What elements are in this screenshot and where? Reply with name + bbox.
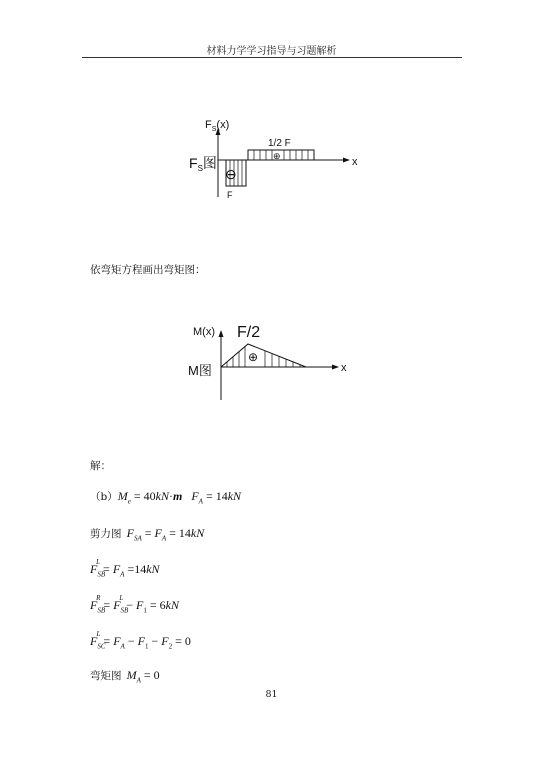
moment-intro-text: 依弯矩方程画出弯矩图： (90, 264, 206, 276)
equation-prefix: 弯矩图 (90, 670, 122, 682)
equation-prefix: 剪力图 (90, 528, 122, 540)
equation-math: $M_A = 0$ (126, 668, 160, 685)
equation-math: $F_{SB}^R = F_{SB}^L - F_1 = 6kN$ (90, 594, 179, 615)
equation-line-shear-a (90, 522, 204, 542)
moment-y-arrow (219, 330, 224, 337)
shear-axis-label: $F_S(x)$ (205, 119, 230, 133)
equation-line-moment-a (90, 664, 160, 684)
shear-negative-value-label: F (227, 190, 233, 200)
equation-line-shear-b-left (90, 558, 160, 578)
moment-diagram-label: M图 (188, 363, 212, 378)
shear-x-label: x (352, 156, 358, 168)
equation-prefix: （b） (90, 491, 118, 503)
shear-positive-value-label: 1/2 F (268, 138, 291, 149)
moment-x-arrow (332, 365, 339, 370)
equation-line-b (90, 485, 241, 505)
page-number: 81 (265, 689, 278, 700)
equation-math: $F_{SC}^L = F_A - F_1 - F_2 = 0$ (90, 630, 191, 651)
page-header-title: 材料力学学习指导与习题解析 (206, 46, 337, 57)
equation-line-shear-b-right (90, 594, 179, 614)
shear-positive-sign: ⊕ (273, 151, 281, 161)
equation-math: $F_{SA} = F_A = 14kN$ (126, 526, 205, 543)
equation-line-shear-c-left (90, 630, 191, 650)
shear-diagram-label: $F_S$图 (189, 155, 217, 173)
moment-peak-label: F/2 (237, 324, 261, 341)
moment-x-label: x (341, 362, 347, 374)
moment-sign: ⊕ (248, 350, 259, 364)
equation-math: $M_e = 40kN\cdot m$ $F_A = 14kN$ (117, 489, 242, 506)
solution-label: 解： (90, 460, 111, 472)
shear-negative-sign: ⊖ (225, 166, 237, 182)
moment-axis-label: M(x) (193, 326, 215, 338)
equation-math: $F_{SB}^L = F_A =14kN$ (90, 558, 160, 579)
